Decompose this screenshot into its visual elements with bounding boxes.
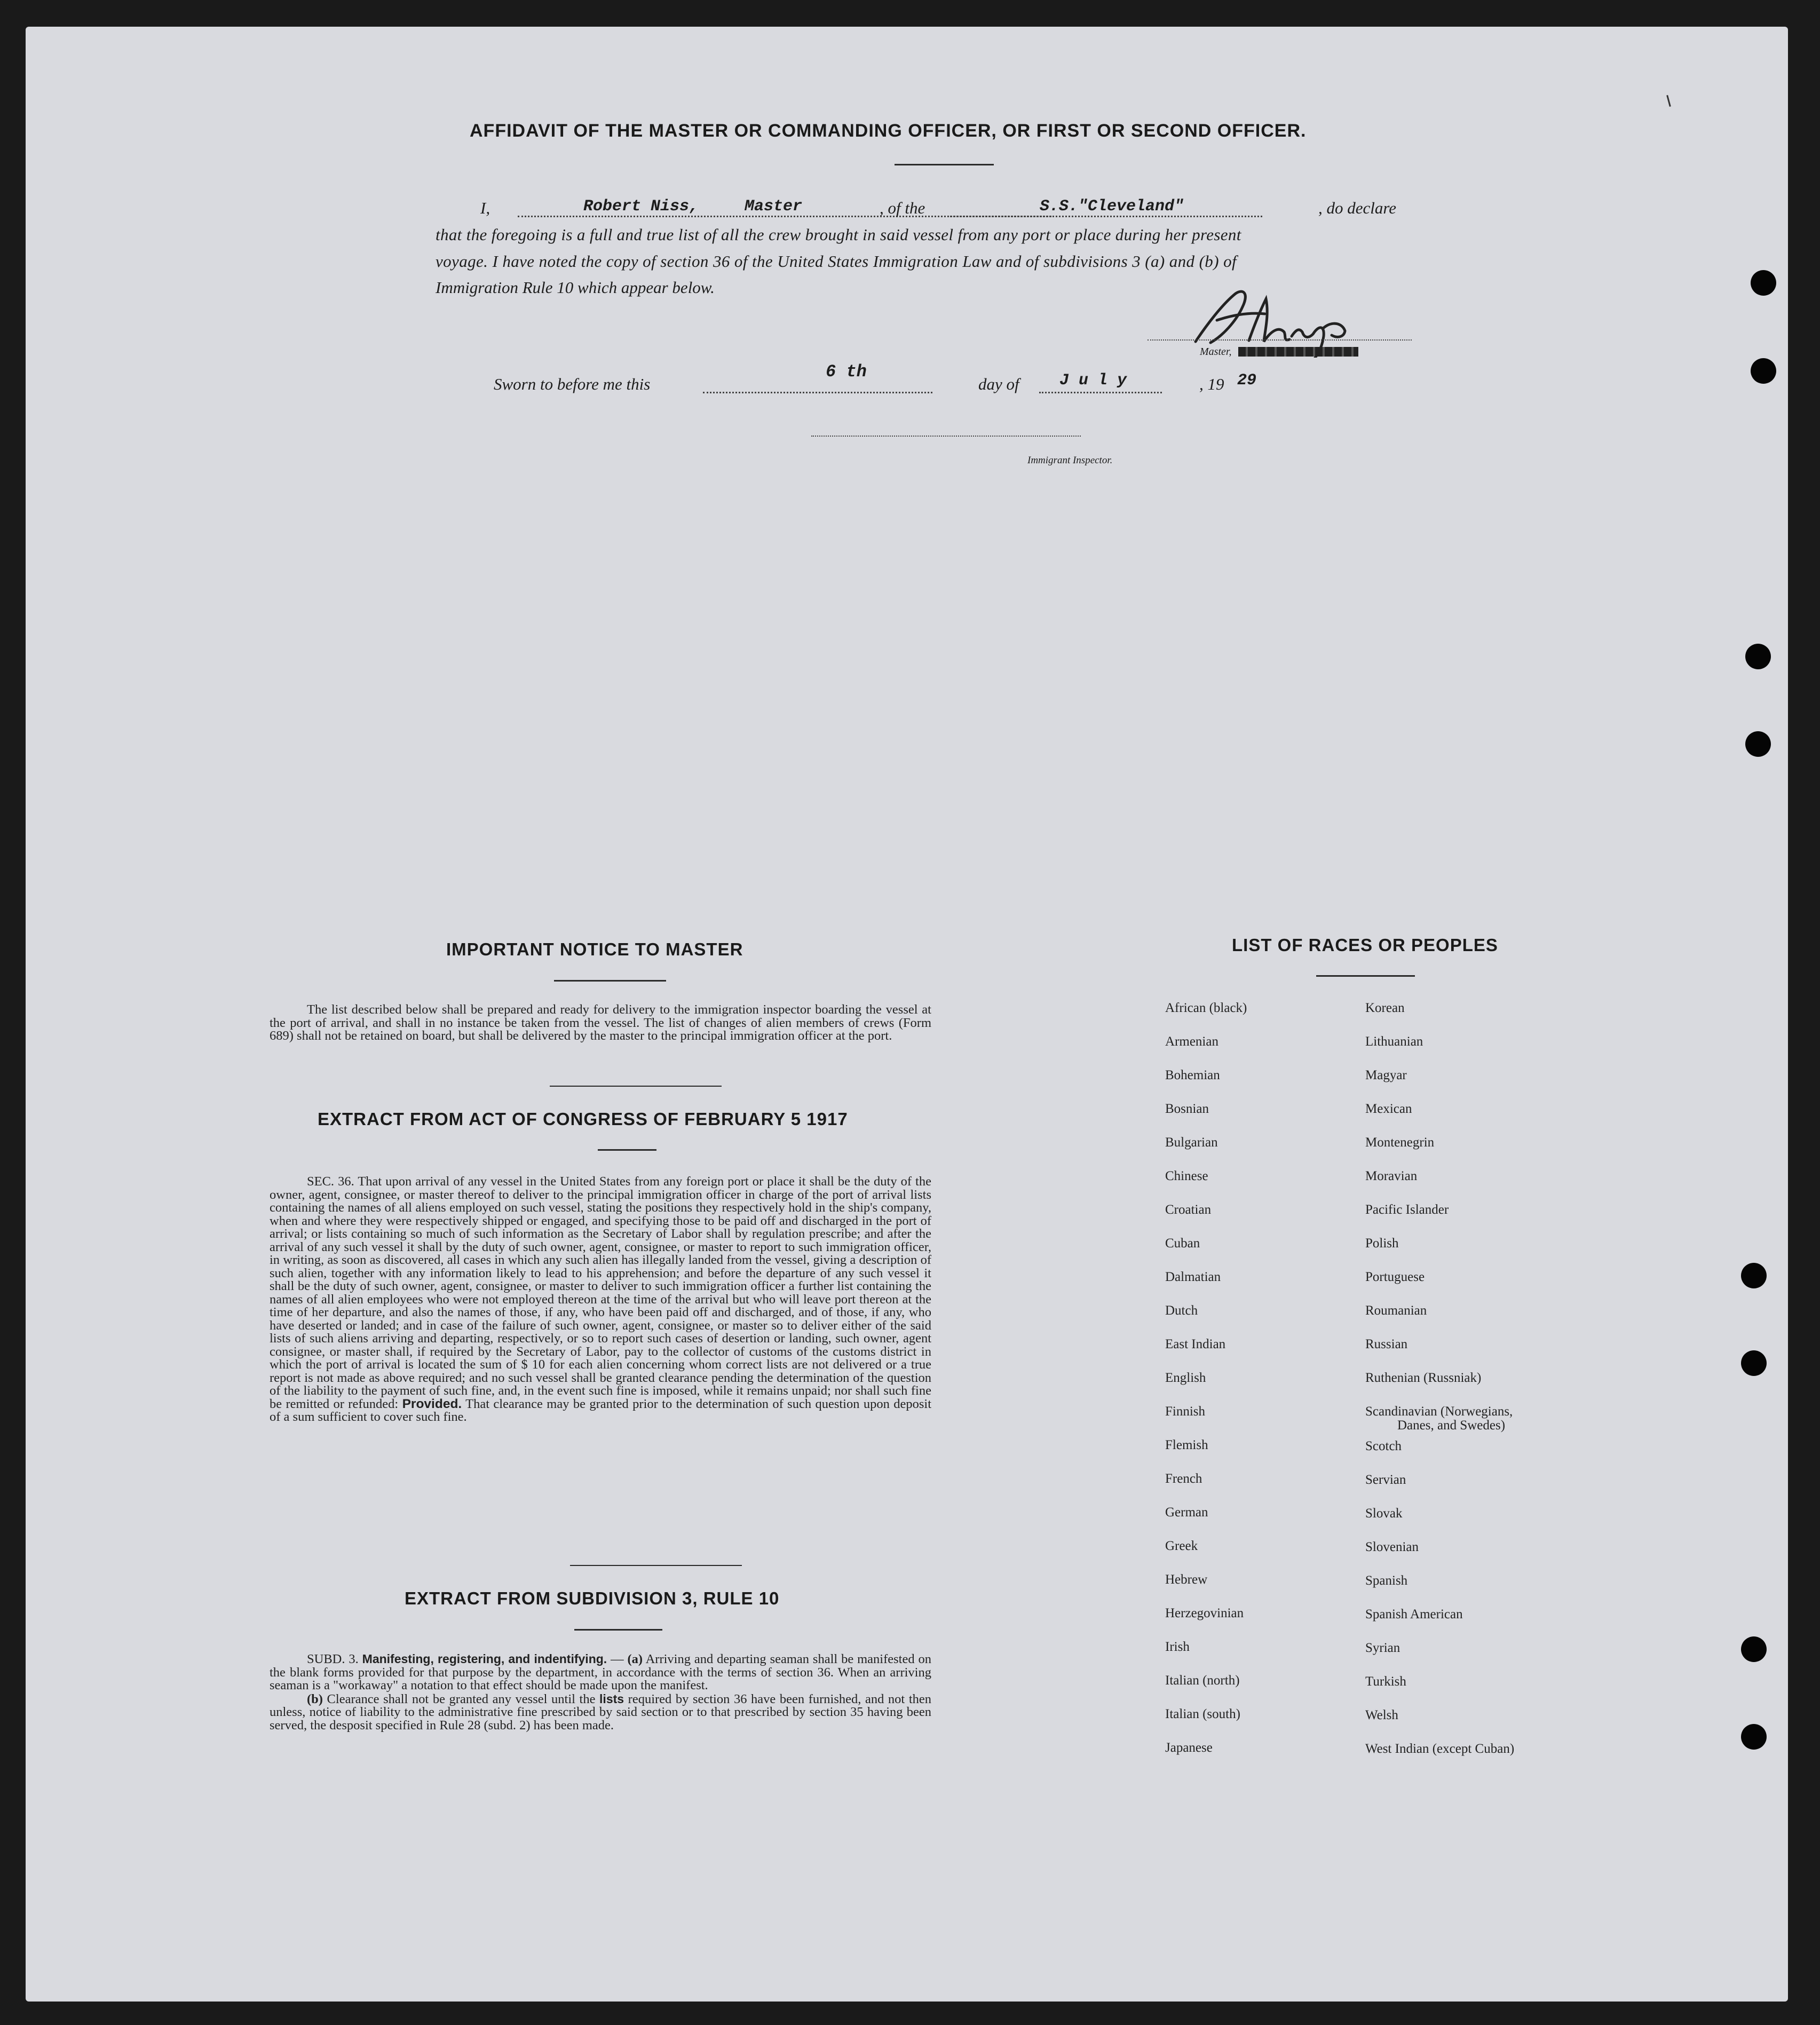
race-item: Syrian [1365, 1641, 1400, 1655]
race-item: Scandinavian (Norwegians, [1365, 1404, 1513, 1419]
divider [574, 1629, 662, 1631]
divider [550, 1086, 722, 1087]
race-item: Pacific Islander [1365, 1203, 1449, 1217]
race-item: Dutch [1165, 1303, 1198, 1318]
race-item: Japanese [1165, 1741, 1213, 1755]
sworn-line [494, 362, 1268, 401]
race-item: German [1165, 1505, 1208, 1520]
race-item: Cuban [1165, 1236, 1200, 1251]
punch-hole [1741, 1350, 1767, 1376]
signature-caption: Master, [1200, 346, 1232, 358]
subd-b-text-2: required by section 36 have been furnished, and not then unless, notice of liability to the administrative fine prescribed by said section or to that prescribed by section 35 having been served, the desposit specified in Rule 28 (subd. 2) has been made. [270, 1691, 932, 1733]
punch-hole [1751, 358, 1776, 384]
race-item: Polish [1365, 1236, 1399, 1251]
master-name: Robert Niss, [583, 197, 699, 216]
race-item: Spanish American [1365, 1607, 1463, 1621]
race-item: Irish [1165, 1640, 1190, 1654]
race-item: Greek [1165, 1539, 1198, 1553]
race-item: Lithuanian [1365, 1034, 1423, 1049]
punch-hole [1745, 731, 1771, 757]
race-item: Bosnian [1165, 1102, 1209, 1116]
race-item: West Indian (except Cuban) [1365, 1742, 1515, 1756]
act-paragraph [270, 1175, 931, 1424]
notice-title: IMPORTANT NOTICE TO MASTER [446, 939, 743, 959]
race-item: Italian (north) [1165, 1673, 1240, 1688]
race-item: Scotch [1365, 1439, 1402, 1453]
punch-hole [1741, 1636, 1767, 1662]
race-item: Finnish [1165, 1404, 1206, 1419]
subd-a-text: Arriving and departing seaman shall be manifested on the blank forms provided for that purpose by the department, in accordance with the terms of section 36. When an arriving seaman is a "workaway" a notation to that effect should be made upon the manifest. [270, 1652, 932, 1692]
of-the-label: , of the [880, 199, 925, 217]
race-item: French [1165, 1472, 1202, 1486]
race-item: Croatian [1165, 1203, 1212, 1217]
rule-title: EXTRACT FROM SUBDIVISION 3, RULE 10 [405, 1588, 780, 1608]
race-item: Hebrew [1165, 1572, 1208, 1587]
act-text [270, 1175, 931, 1424]
race-item: Flemish [1165, 1438, 1208, 1452]
act-text-end: That clearance may be granted prior to the determination of such question upon deposit of a sum sufficient to cover such fine. [270, 1396, 932, 1424]
subd-dash: — [607, 1652, 628, 1666]
signature-line [1148, 339, 1412, 341]
subd-a-label: (a) [627, 1652, 643, 1666]
race-item: Italian (south) [1165, 1707, 1240, 1721]
race-item: English [1165, 1371, 1206, 1385]
race-item: Roumanian [1365, 1303, 1427, 1318]
races-title: LIST OF RACES OR PEOPLES [1232, 935, 1498, 955]
race-item: Spanish [1365, 1573, 1408, 1588]
fill-line [950, 216, 1262, 217]
provided-label: Provided. [402, 1396, 462, 1411]
master-role: Master [745, 197, 803, 216]
race-item: Chinese [1165, 1169, 1208, 1183]
notice-paragraph: The list described below shall be prepared and ready for delivery to the immigration inspector boarding the vessel at the port of arrival, and shall in no instance be taken from the vessel. The list of changes of alien members of crews (Form 689) shall not be retained on board, but shall be delivered by the master to the principal immigration officer at the port. [270, 1002, 931, 1043]
race-item: Korean [1365, 1001, 1405, 1015]
divider [1316, 975, 1415, 977]
race-item: Turkish [1365, 1674, 1406, 1689]
punch-hole [1741, 1263, 1767, 1288]
fill-line [703, 392, 932, 393]
race-item: Slovak [1365, 1506, 1403, 1521]
divider [570, 1565, 742, 1566]
inspector-caption: Immigrant Inspector. [1027, 455, 1113, 466]
year-prefix: , 19 [1199, 375, 1224, 393]
race-item: East Indian [1165, 1337, 1226, 1351]
punch-hole [1751, 270, 1776, 296]
divider [554, 980, 666, 982]
race-item: Slovenian [1365, 1540, 1419, 1554]
divider [895, 164, 994, 165]
race-item: Mexican [1365, 1102, 1412, 1116]
sworn-year: 29 [1237, 371, 1257, 390]
race-item: Servian [1365, 1473, 1406, 1487]
race-item: Moravian [1365, 1169, 1418, 1183]
punch-hole [1741, 1724, 1767, 1750]
subd-b-text-1: Clearance shall not be granted any vessel until the [327, 1691, 596, 1706]
affidavit-title: AFFIDAVIT OF THE MASTER OR COMMANDING OFFICER, OR FIRST OR SECOND OFFICER. [470, 121, 1307, 141]
subd-b-label: (b) [307, 1691, 323, 1706]
vessel-name: S.S."Cleveland" [1040, 197, 1184, 216]
subd-label: SUBD. 3. [307, 1652, 359, 1666]
struck-text [1238, 347, 1358, 357]
punch-hole [1745, 644, 1771, 669]
inspector-signature-line [811, 436, 1081, 437]
race-item: Portuguese [1365, 1270, 1425, 1284]
affidavit-line-4: Immigration Rule 10 which appear below. [436, 278, 715, 297]
affidavit-line-2: that the foregoing is a full and true list of all the crew brought in said vessel from any port or place during her present [436, 225, 1241, 244]
race-item: Dalmatian [1165, 1270, 1221, 1284]
race-item: Danes, and Swedes) [1397, 1418, 1506, 1433]
race-item: Welsh [1365, 1708, 1398, 1722]
race-item: African (black) [1165, 1001, 1247, 1015]
subd-b-paragraph [270, 1692, 931, 1733]
race-item: Bulgarian [1165, 1135, 1218, 1150]
race-item: Bohemian [1165, 1068, 1220, 1082]
divider [598, 1149, 656, 1151]
affidavit-pronoun: I, [480, 199, 490, 217]
subd-a-paragraph [270, 1652, 931, 1692]
race-item: Montenegrin [1365, 1135, 1435, 1150]
sworn-day: 6 th [826, 362, 867, 382]
race-item: Ruthenian (Russniak) [1365, 1371, 1482, 1385]
race-item: Armenian [1165, 1034, 1218, 1049]
act-title: EXTRACT FROM ACT OF CONGRESS OF FEBRUARY 5 1917 [318, 1109, 848, 1129]
race-item: Russian [1365, 1337, 1408, 1351]
act-text-intro: SEC. 36. That upon arrival of any vessel in the United States from any foreign port or place it shall be the duty of the owner, agent, consignee, or master thereof to deliver to the principal immigration officer in charge of the port of arrival lists containing the names of all aliens employed on such vessel, stating the positions they respectively hold in the ship's company, when and where they were respectively shipped or engaged, and specifying those to be paid off and discharged in the port of arrival; or lists containing so much of such information as the Secretary of Labor shall by regulation prescribe; and after the arrival of any such vessel it shall by the duty of such owner, agent, consignee, or master to report to such immigration officer, in writing, as soon as discovered, all cases in which any such alien has illegally landed from the vessel, giving a description of such alien, together with any information likely to lead to his apprehension; and before the departure of any such vessel it shall be the duty of such owner, agent, consignee, or master to deliver to such immigration officer a further list containing the names of all alien employees who were not employed thereon at the time of the arrival but who will leave port thereon at the time of her departure, and also the names of those, if any, who have been paid off and discharged, and of those, if any, who have deserted or landed; and in case of the failure of such owner, agent, consignee, or master so to deliver either of the said lists of such aliens arriving and departing, respectively, or so to report such cases of desertion or landing, such owner, agent consignee, or master shall, if required by the Secretary of Labor, pay to the collector of customs of the customs district in which the port of arrival is located the sum of $ 10 for each alien concerning whom correct lists are not delivered or a true report is not made as above required; and no such vessel shall be granted clearance pending the determination of the question of the liability to the payment of such fine, and, in the event such fine is imposed, while it remains unpaid; nor shall such fine be remitted or refunded: [270, 1174, 931, 1411]
subd-heading: Manifesting, registering, and indentifying. [362, 1652, 607, 1666]
subd-b-lists: lists [599, 1691, 624, 1706]
affidavit-line-1 [480, 199, 1412, 222]
affidavit-line-3: voyage. I have noted the copy of section 36 of the United States Immigration Law and of subdivisions 3 (a) and (b) of [436, 252, 1237, 271]
sworn-month: J u l y [1059, 371, 1127, 390]
fill-line [1039, 392, 1162, 393]
race-item: Magyar [1365, 1068, 1407, 1082]
sworn-label: Sworn to before me this [494, 375, 651, 393]
rule-text [270, 1652, 931, 1732]
race-item: Herzegovinian [1165, 1606, 1244, 1620]
declare-label: , do declare [1318, 199, 1397, 217]
notice-text [270, 1003, 931, 1043]
day-of-label: day of [978, 375, 1019, 393]
